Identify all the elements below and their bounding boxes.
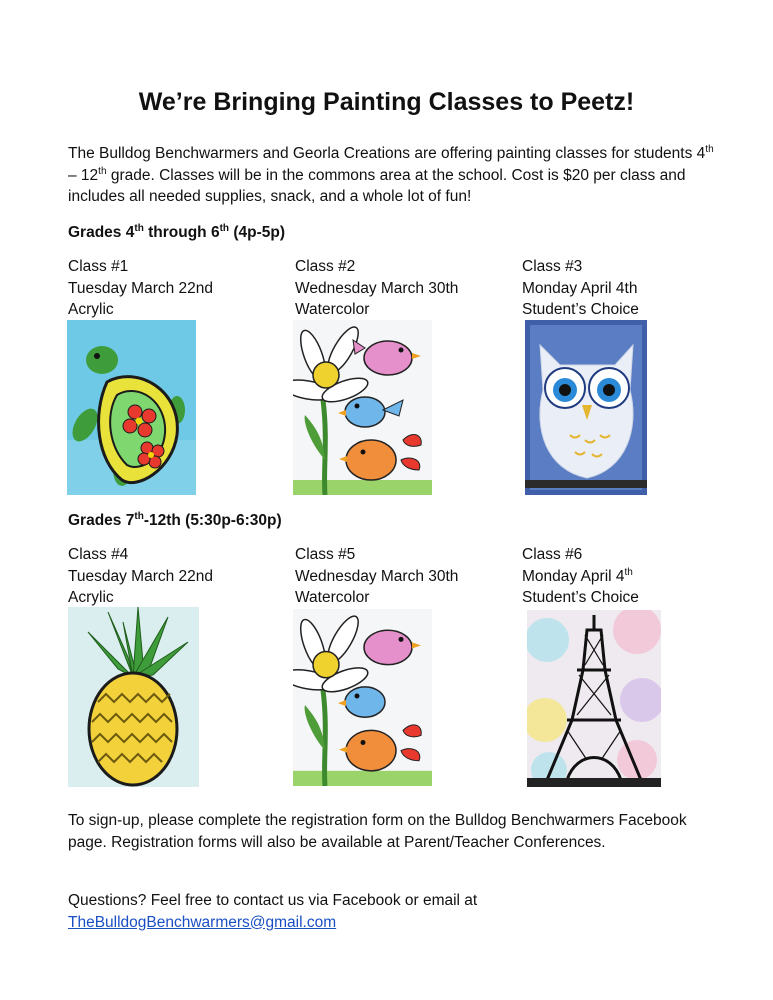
class-medium: Watercolor [295,301,370,318]
class-date: Monday April 4th [522,566,633,585]
class-name: Class #3 [522,258,583,275]
birds-flower-painting [293,320,432,495]
class-date: Wednesday March 30th [295,567,459,585]
owl-painting [525,320,647,495]
class-date: Monday April 4th [522,279,638,297]
class-info-2 [295,256,515,321]
signup-paragraph: To sign-up, please complete the registration form on the Bulldog Benchwarmers Facebook page. Registration forms will also be available at Parent/Teacher Conferences. [68,812,687,851]
class-info-5 [295,544,515,609]
class-name: Class #6 [522,546,583,563]
class-medium: Acrylic [68,589,114,606]
class-medium: Student’s Choice [522,301,639,318]
pineapple-painting [68,607,199,787]
email-link[interactable]: TheBulldogBenchwarmers@gmail.com [68,913,337,931]
class-name: Class #4 [68,546,129,563]
class-info-3 [522,256,742,321]
class-info-1 [68,256,288,321]
class-name: Class #2 [295,258,356,275]
contact-paragraph [68,890,718,933]
birds-flower-painting [293,609,432,786]
questions-text: Questions? Feel free to contact us via Facebook or email at [68,892,478,909]
eiffel-tower-painting [527,610,661,787]
class-date: Tuesday March 22nd [68,279,214,297]
class-info-6 [522,544,742,609]
page-title: We’re Bringing Painting Classes to Peetz! [138,88,635,116]
class-date: Wednesday March 30th [295,279,459,297]
grade-group-heading-1: Grades 4th through 6th (4p-5p) [68,223,286,241]
class-medium: Watercolor [295,589,370,606]
class-name: Class #1 [68,258,129,275]
turtle-painting [67,320,196,495]
class-info-4 [68,544,288,609]
class-medium: Student’s Choice [522,589,639,606]
class-date: Tuesday March 22nd [68,567,214,585]
class-name: Class #5 [295,546,356,563]
intro-paragraph: The Bulldog Benchwarmers and Georla Creations are offering painting classes for students 4th – 12th grade. Classes will be in the commons area at the school. Cost is $20 per class and includes all needed supplies, snack, and a whole lot of fun! [68,144,714,205]
grade-group-heading-2: Grades 7th-12th (5:30p-6:30p) [68,511,282,529]
class-medium: Acrylic [68,301,114,318]
